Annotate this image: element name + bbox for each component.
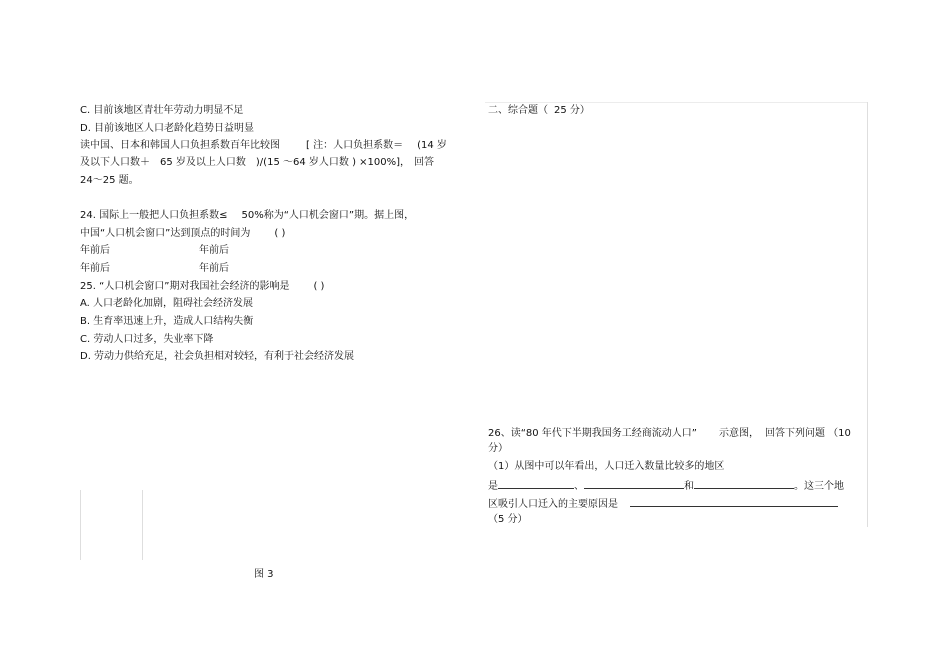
answer-bracket: ( ) [274, 228, 286, 239]
q25-option-d: D. 劳动力供给充足，社会负担相对较轻，有利于社会经济发展 [80, 351, 355, 362]
question-24-line-2 [80, 228, 285, 240]
right-column-top-rule [485, 102, 868, 104]
intro-text: 读中国、日本和韩国人口负担系数百年比较图 [80, 140, 280, 151]
q25-option-a: A. 人口老龄化加剧，阻碍社会经济发展 [80, 298, 254, 309]
q25-option-b: B. 生育率迅速上升，造成人口结构失衡 [80, 316, 254, 327]
blank-suffix: 。这三个地 [794, 481, 844, 492]
blank-separator: 和 [684, 481, 694, 492]
question-text: 区吸引人口迁入的主要原因是 [488, 499, 618, 510]
figure-caption: 图 3 [254, 569, 274, 580]
right-column-border [867, 102, 868, 527]
option-d: D. 目前该地区人口老龄化趋势日益明显 [80, 123, 255, 134]
answer-blank-2[interactable] [584, 478, 684, 489]
figure-right-border [142, 490, 143, 560]
question-text: 25. “人口机会窗口”期对我国社会经济的影响是 [80, 281, 290, 292]
intro-line-2 [80, 157, 434, 169]
answer-blank-1[interactable] [498, 478, 574, 489]
figure-left-border [80, 490, 81, 560]
answer-blank-3[interactable] [694, 478, 794, 489]
blank-prefix: 是 [488, 481, 498, 492]
intro-formula: )/(15 ～64 岁人口数 ) ×100%]， [255, 157, 411, 168]
q24-option-row-2b: 年前后 [199, 263, 229, 274]
question-text: 中国“人口机会窗口”达到顶点的时间为 [80, 228, 251, 239]
question-26-line-2: 分） [488, 443, 508, 454]
intro-text: 65 岁及以上人口数 [160, 157, 246, 168]
intro-line-1 [80, 140, 447, 152]
question-threshold: 50% [241, 210, 264, 221]
q24-option-row-2a: 年前后 [80, 263, 110, 274]
intro-line-3: 24～25 题。 [80, 175, 139, 186]
q25-option-c: C. 劳动人口过多，失业率下降 [80, 334, 214, 345]
question-26-line-1 [488, 428, 851, 440]
section-label: 二、综合题（ [488, 105, 548, 116]
question-text: 24. 国际上一般把人口负担系数≤ [80, 210, 228, 221]
section-title [488, 105, 590, 117]
question-text: 26、读“80 年代下半期我国务工经商流动人口” [488, 428, 697, 439]
question-26-reason [488, 496, 838, 511]
option-c: C. 目前该地区青壮年劳动力明显不足 [80, 105, 244, 116]
answer-blank-reason[interactable] [630, 496, 838, 507]
question-text: 回答下列问题 （10 [765, 428, 851, 439]
blank-separator: 、 [574, 481, 584, 492]
question-25 [80, 281, 324, 293]
question-26-blanks [488, 478, 844, 493]
question-26-score: （5 分） [488, 514, 528, 525]
question-24-line-1 [80, 210, 414, 222]
question-26-sub-1: （1）从图中可以年看出，人口迁入数量比较多的地区 [488, 461, 725, 472]
intro-note: [ 注：人口负担系数＝ [306, 140, 404, 151]
section-score: 25 分） [554, 105, 590, 116]
intro-text: 回答 [414, 157, 435, 168]
q24-option-row-1a: 年前后 [80, 245, 110, 256]
question-text: 示意图， [719, 428, 759, 439]
q24-option-row-1b: 年前后 [199, 245, 229, 256]
intro-age: (14 岁 [417, 140, 447, 151]
intro-text: 及以下人口数＋ [80, 157, 150, 168]
answer-bracket: ( ) [313, 281, 325, 292]
question-text: 称为“人口机会窗口”期。据上图， [263, 210, 415, 221]
